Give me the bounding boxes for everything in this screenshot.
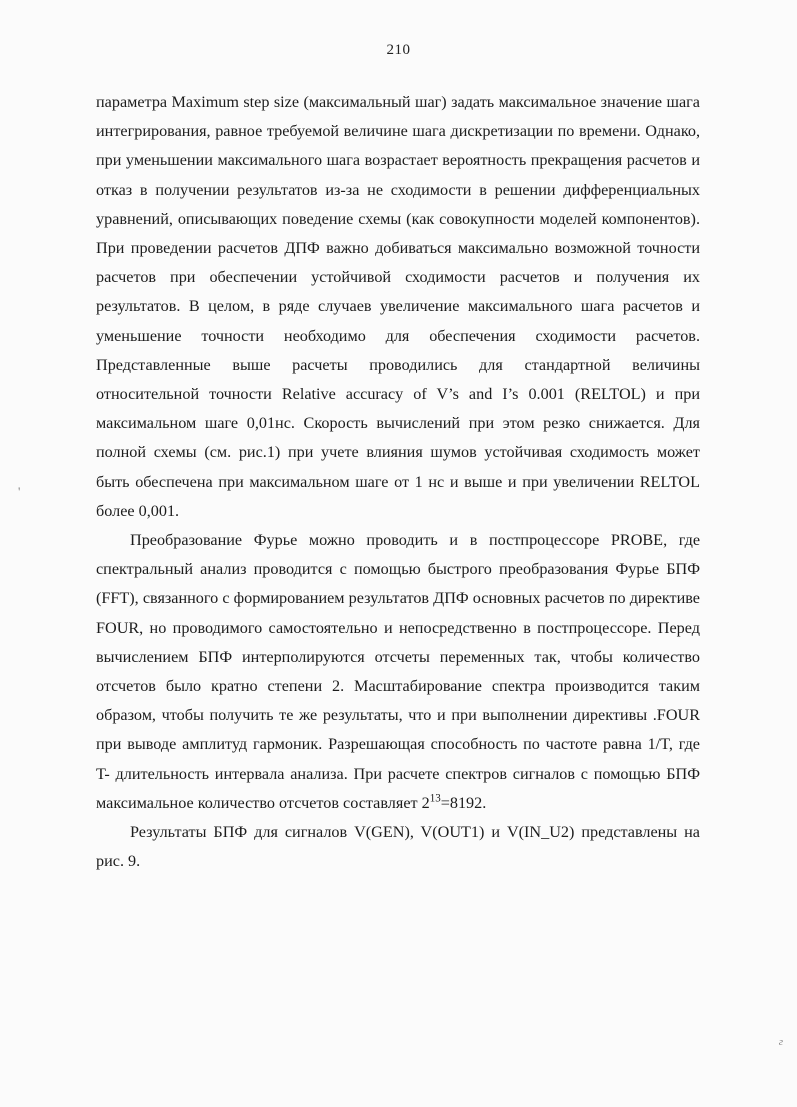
page-body xyxy=(96,88,700,876)
paragraph-3: Результаты БПФ для сигналов V(GEN), V(OUT1) и V(IN_U2) представлены на рис. 9. xyxy=(96,823,700,871)
paragraph-2-superscript: 13 xyxy=(429,792,441,805)
paragraph-2-text-after: =8192. xyxy=(440,793,487,812)
paragraph-1: параметра Maximum step size (максимальный шаг) задать максимальное значение шага интегрирования, равное требуемой величине шага дискретизации по времени. Однако, при уменьшении максимального шага возрастает вероятность прекращения расчетов и отказ в получении результатов из-за не сходимости в решении дифференциальных уравнений, описывающих поведение схемы (как совокупности моделей компонентов). При проведении расчетов ДПФ важно добиваться максимально возможной точности расчетов при обеспечении устойчивой сходимости расчетов и получения их результатов. В целом, в ряде случаев увеличение максимального шага расчетов и уменьшение точности необходимо для обеспечения сходимости расчетов. Представленные выше расчеты проводились для стандартной величины относительной точности Relative accuracy of V’s and I’s 0.001 (RELTOL) и при максимальном шаге 0,01нс. Скорость вычислений при этом резко снижается. Для полной схемы (см. рис.1) при учете влияния шумов устойчивая сходимость может быть обеспечена при максимальном шаге от 1 нс и выше и при увеличении RELTOL более 0,001. xyxy=(96,93,700,520)
page-number: 210 xyxy=(386,42,411,58)
paragraph-2 xyxy=(96,526,700,818)
margin-mark-left: ' xyxy=(18,484,21,499)
paragraph-2-text: Преобразование Фурье можно проводить и в постпроцессоре PROBE, где спектральный анализ проводится с помощью быстрого преобразования Фурье БПФ (FFT), связанного с формированием результатов ДПФ основных расчетов по директиве FOUR, но проводимого самостоятельно и непосредственно в постпроцессоре. Перед вычислением БПФ интерполируются отсчеты переменных так, чтобы количество отсчетов было кратно степени 2. Масштабирование спектра производится таким образом, чтобы получить те же результаты, что и при выполнении директивы .FOUR при выводе амплитуд гармоник. Разрешающая способность по частоте равна 1/T, где T- длительность интервала анализа. При расчете спектров сигналов с помощью БПФ максимальное количество отсчетов составляет 2 xyxy=(96,531,700,812)
margin-mark-right: г xyxy=(778,1036,783,1048)
